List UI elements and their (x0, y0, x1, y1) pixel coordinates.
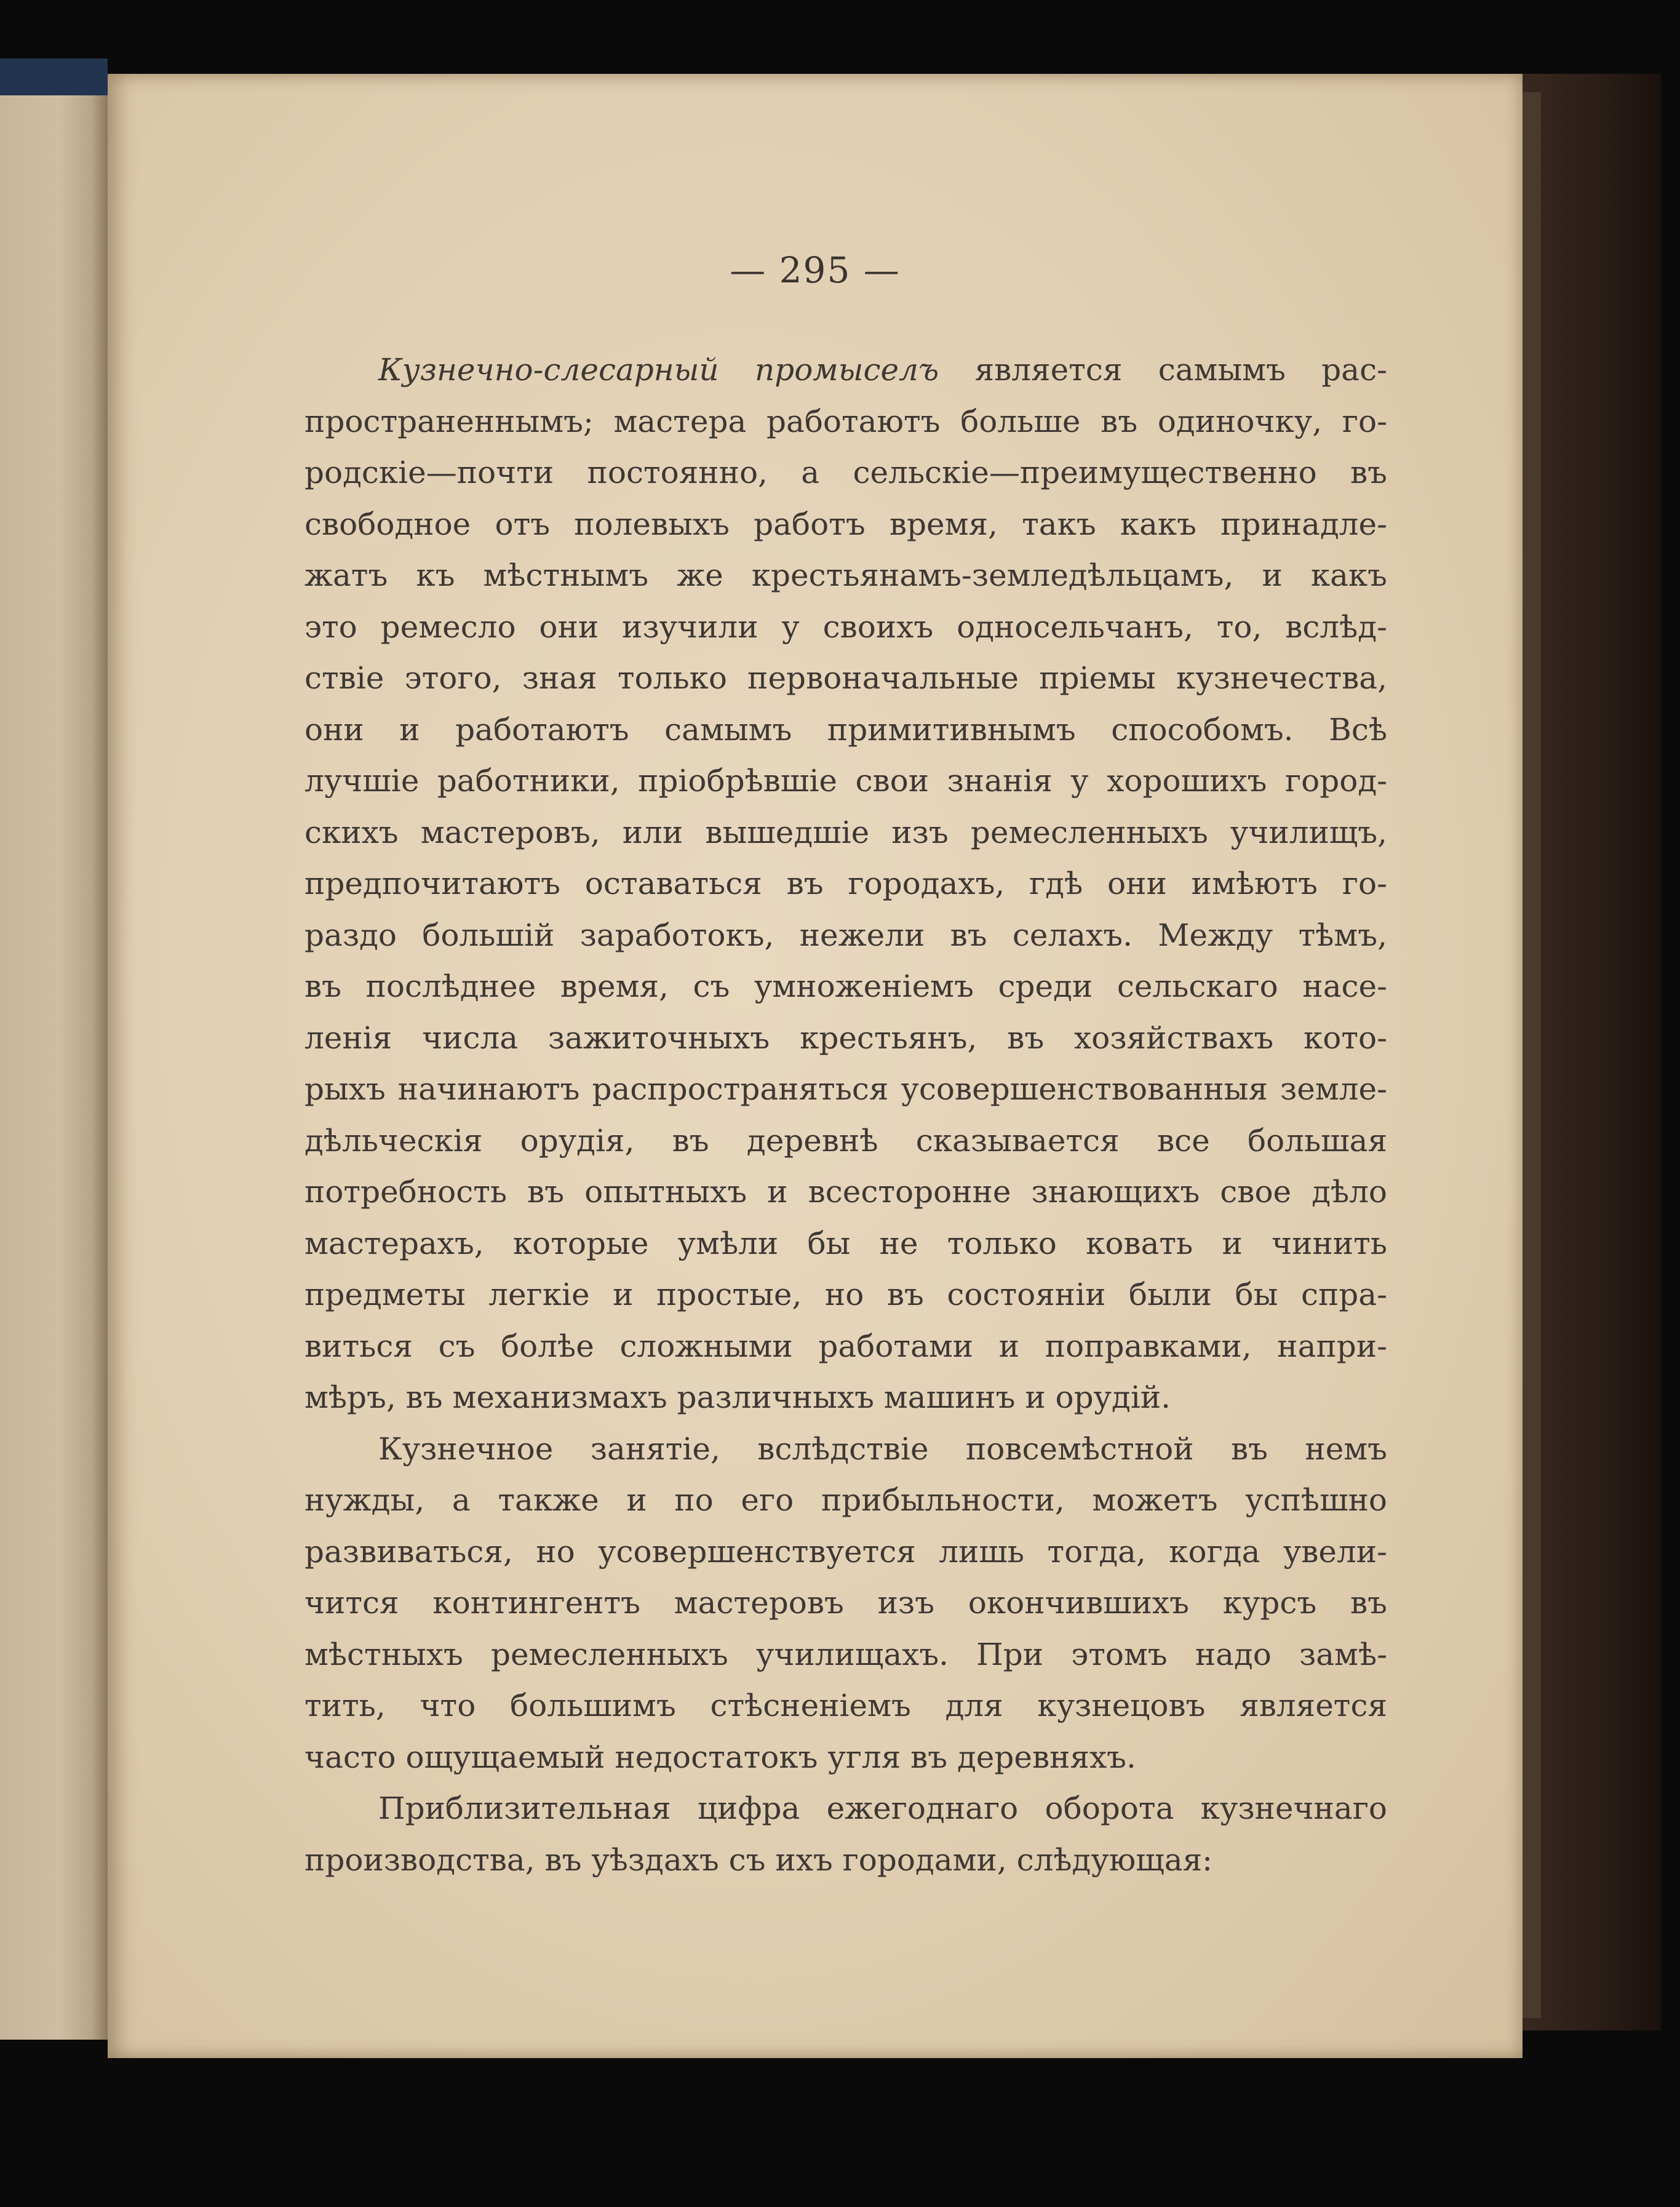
text-line: мѣстныхъ ремесленныхъ училищахъ. При этомъ надо замѣ- (305, 1636, 1387, 1672)
text-line: это ремесло они изучили у своихъ односельчанъ, то, вслѣд- (305, 609, 1387, 645)
text-line: свободное отъ полевыхъ работъ время, такъ какъ принадле- (305, 506, 1387, 542)
text-line: ленія числа зажиточныхъ крестьянъ, въ хозяйствахъ кото- (305, 1020, 1387, 1056)
text-line: часто ощущаемый недостатокъ угля въ деревняхъ. (305, 1739, 1136, 1775)
lead-italic: Кузнечно-слесарный промыселъ (378, 352, 939, 388)
text-line: они и работаютъ самымъ примитивнымъ способомъ. Всѣ (305, 711, 1387, 748)
text-line: предметы легкіе и простые, но въ состояніи были бы спра- (305, 1277, 1387, 1312)
text-line: развиваться, но усовершенствуется лишь тогда, когда увели- (305, 1533, 1387, 1570)
text-line: нужды, а также и по его прибыльности, можетъ успѣшно (305, 1482, 1387, 1518)
text-line: производства, въ уѣздахъ съ ихъ городами, слѣдующая: (305, 1842, 1212, 1878)
text-line: мастерахъ, которые умѣли бы не только ковать и чинить (305, 1225, 1387, 1261)
left-page-edge (0, 58, 108, 2040)
text-line: виться съ болѣе сложными работами и поправками, напри- (305, 1328, 1387, 1364)
book-page (108, 74, 1523, 2058)
text-line: родскіе—почти постоянно, а сельскіе—преимущественно въ (305, 455, 1387, 490)
text-line: раздо большій заработокъ, нежели въ селахъ. Между тѣмъ, (305, 917, 1387, 953)
text-line: Кузнечно-слесарный промыселъ является самымъ рас- (378, 352, 1387, 388)
text-line: Кузнечное занятіе, вслѣдствіе повсемѣстной въ немъ (378, 1431, 1387, 1467)
text-line: пространеннымъ; мастера работаютъ больше въ одиночку, го- (305, 403, 1387, 439)
left-cover-strip (0, 58, 108, 95)
text-line: мѣръ, въ механизмахъ различныхъ машинъ и орудій. (305, 1379, 1171, 1415)
text-line: предпочитаютъ оставаться въ городахъ, гдѣ они имѣютъ го- (305, 866, 1387, 901)
page-number: — 295 — (730, 249, 901, 291)
text-line: рыхъ начинаютъ распространяться усовершенствованныя земле- (305, 1071, 1387, 1107)
text-line: въ послѣднее время, съ умноженіемъ среди сельскаго насе- (305, 968, 1387, 1004)
page-edges (1523, 92, 1541, 2018)
text-line: тить, что большимъ стѣсненіемъ для кузнецовъ является (305, 1688, 1387, 1723)
text-line: лучшіе работники, пріобрѣвшіе свои знанія у хорошихъ город- (305, 763, 1387, 799)
text-line: дѣльческія орудія, въ деревнѣ сказывается все большая (305, 1122, 1387, 1159)
text-line: чится контингентъ мастеровъ изъ окончившихъ курсъ въ (305, 1585, 1387, 1621)
text-line: скихъ мастеровъ, или вышедшіе изъ ремесленныхъ училищъ, (305, 814, 1387, 850)
text-line: Приблизительная цифра ежегоднаго оборота кузнечнаго (378, 1790, 1387, 1826)
text-line: потребность въ опытныхъ и всесторонне знающихъ свое дѣло (305, 1174, 1387, 1210)
page-text (305, 345, 1387, 1886)
text-line: жатъ къ мѣстнымъ же крестьянамъ-земледѣльцамъ, и какъ (305, 557, 1387, 593)
text-line: ствіе этого, зная только первоначальные пріемы кузнечества, (305, 660, 1387, 696)
